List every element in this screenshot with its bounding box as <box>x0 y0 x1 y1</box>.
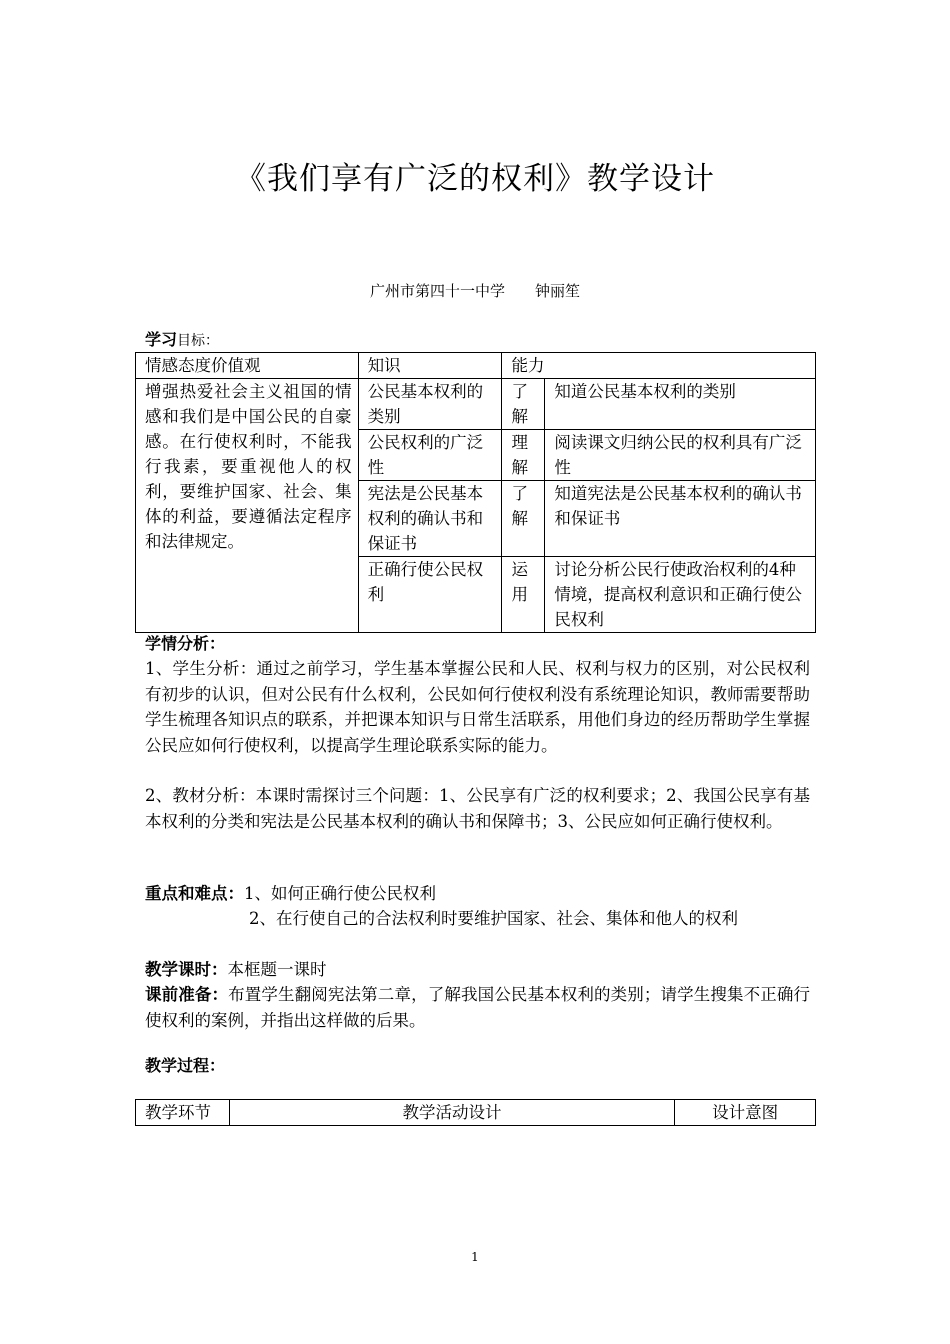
header-attitude: 情感态度价值观 <box>136 353 359 379</box>
header-stage: 教学环节 <box>136 1100 230 1126</box>
keypoint-1: 1、如何正确行使公民权利 <box>244 884 436 903</box>
knowledge-cell: 公民权利的广泛性 <box>358 430 502 481</box>
hours-heading: 教学课时： <box>145 960 228 979</box>
header-ability: 能力 <box>502 353 816 379</box>
keypoints-heading: 重点和难点： <box>145 884 244 903</box>
level-cell: 运用 <box>502 557 545 633</box>
header-activity: 教学活动设计 <box>229 1100 674 1126</box>
level-cell: 了解 <box>502 481 545 557</box>
ability-cell: 知道公民基本权利的类别 <box>545 379 816 430</box>
table-row <box>136 379 816 430</box>
hours-text: 本框题一课时 <box>227 960 327 979</box>
analysis-heading: 学情分析： <box>145 634 226 653</box>
ability-cell: 讨论分析公民行使政治权利的4种情境，提高权利意识和正确行使公民权利 <box>545 557 816 633</box>
process-heading: 教学过程： <box>145 1056 226 1075</box>
goals-table <box>135 352 816 633</box>
header-intent: 设计意图 <box>675 1100 816 1126</box>
author-name: 钟丽笙 <box>535 282 581 300</box>
level-cell: 理解 <box>502 430 545 481</box>
page-number: 1 <box>471 1250 479 1264</box>
ability-cell: 阅读课文归纳公民的权利具有广泛性 <box>545 430 816 481</box>
ability-cell: 知道宪法是公民基本权利的确认书和保证书 <box>545 481 816 557</box>
process-table <box>135 1099 816 1126</box>
knowledge-cell: 宪法是公民基本权利的确认书和保证书 <box>358 481 502 557</box>
knowledge-cell: 公民基本权利的类别 <box>358 379 502 430</box>
prep-heading: 课前准备： <box>145 985 229 1004</box>
goals-label-bold: 学习 <box>145 330 178 349</box>
prep-text: 布置学生翻阅宪法第二章，了解我国公民基本权利的类别；请学生搜集不正确行使权利的案例，并指出这样做的后果。 <box>145 985 811 1030</box>
student-analysis-paragraph: 1、学生分析：通过之前学习，学生基本掌握公民和人民、权利与权力的区别，对公民权利有初步的认识，但对公民有什么权利，公民如何行使权利没有系统理论知识，教师需要帮助学生梳理各知识点的联系，并把课本知识与日常生活联系，用他们身边的经历帮助学生掌握公民应如何行使权利，以提高学生理论联系实际的能力。 <box>145 659 810 755</box>
process-header-row <box>136 1100 816 1126</box>
knowledge-cell: 正确行使公民权利 <box>358 557 502 633</box>
level-cell: 了解 <box>502 379 545 430</box>
goals-label-rest: 目标： <box>177 333 220 349</box>
keypoints-line <box>145 881 436 906</box>
hours-line <box>145 957 327 982</box>
school-name: 广州市第四十一中学 <box>369 282 505 300</box>
goals-label <box>145 327 219 354</box>
header-knowledge: 知识 <box>358 353 502 379</box>
prep-paragraph <box>145 982 810 1033</box>
author-line <box>0 280 950 301</box>
attitude-cell: 增强热爱社会主义祖国的情感和我们是中国公民的自豪感。在行使权利时，不能我行我素，要重视他人的权利，要维护国家、社会、集体的利益，要遵循法定程序和法律规定。 <box>136 379 359 633</box>
material-analysis-paragraph: 2、教材分析：本课时需探讨三个问题：1、公民享有广泛的权利要求；2、我国公民享有基本权利的分类和宪法是公民基本权利的确认书和保障书；3、公民应如何正确行使权利。 <box>145 786 810 831</box>
page-title: 《我们享有广泛的权利》教学设计 <box>235 161 715 197</box>
keypoint-2: 2、在行使自己的合法权利时要维护国家、社会、集体和他人的权利 <box>249 909 738 928</box>
goals-header-row <box>136 353 816 379</box>
